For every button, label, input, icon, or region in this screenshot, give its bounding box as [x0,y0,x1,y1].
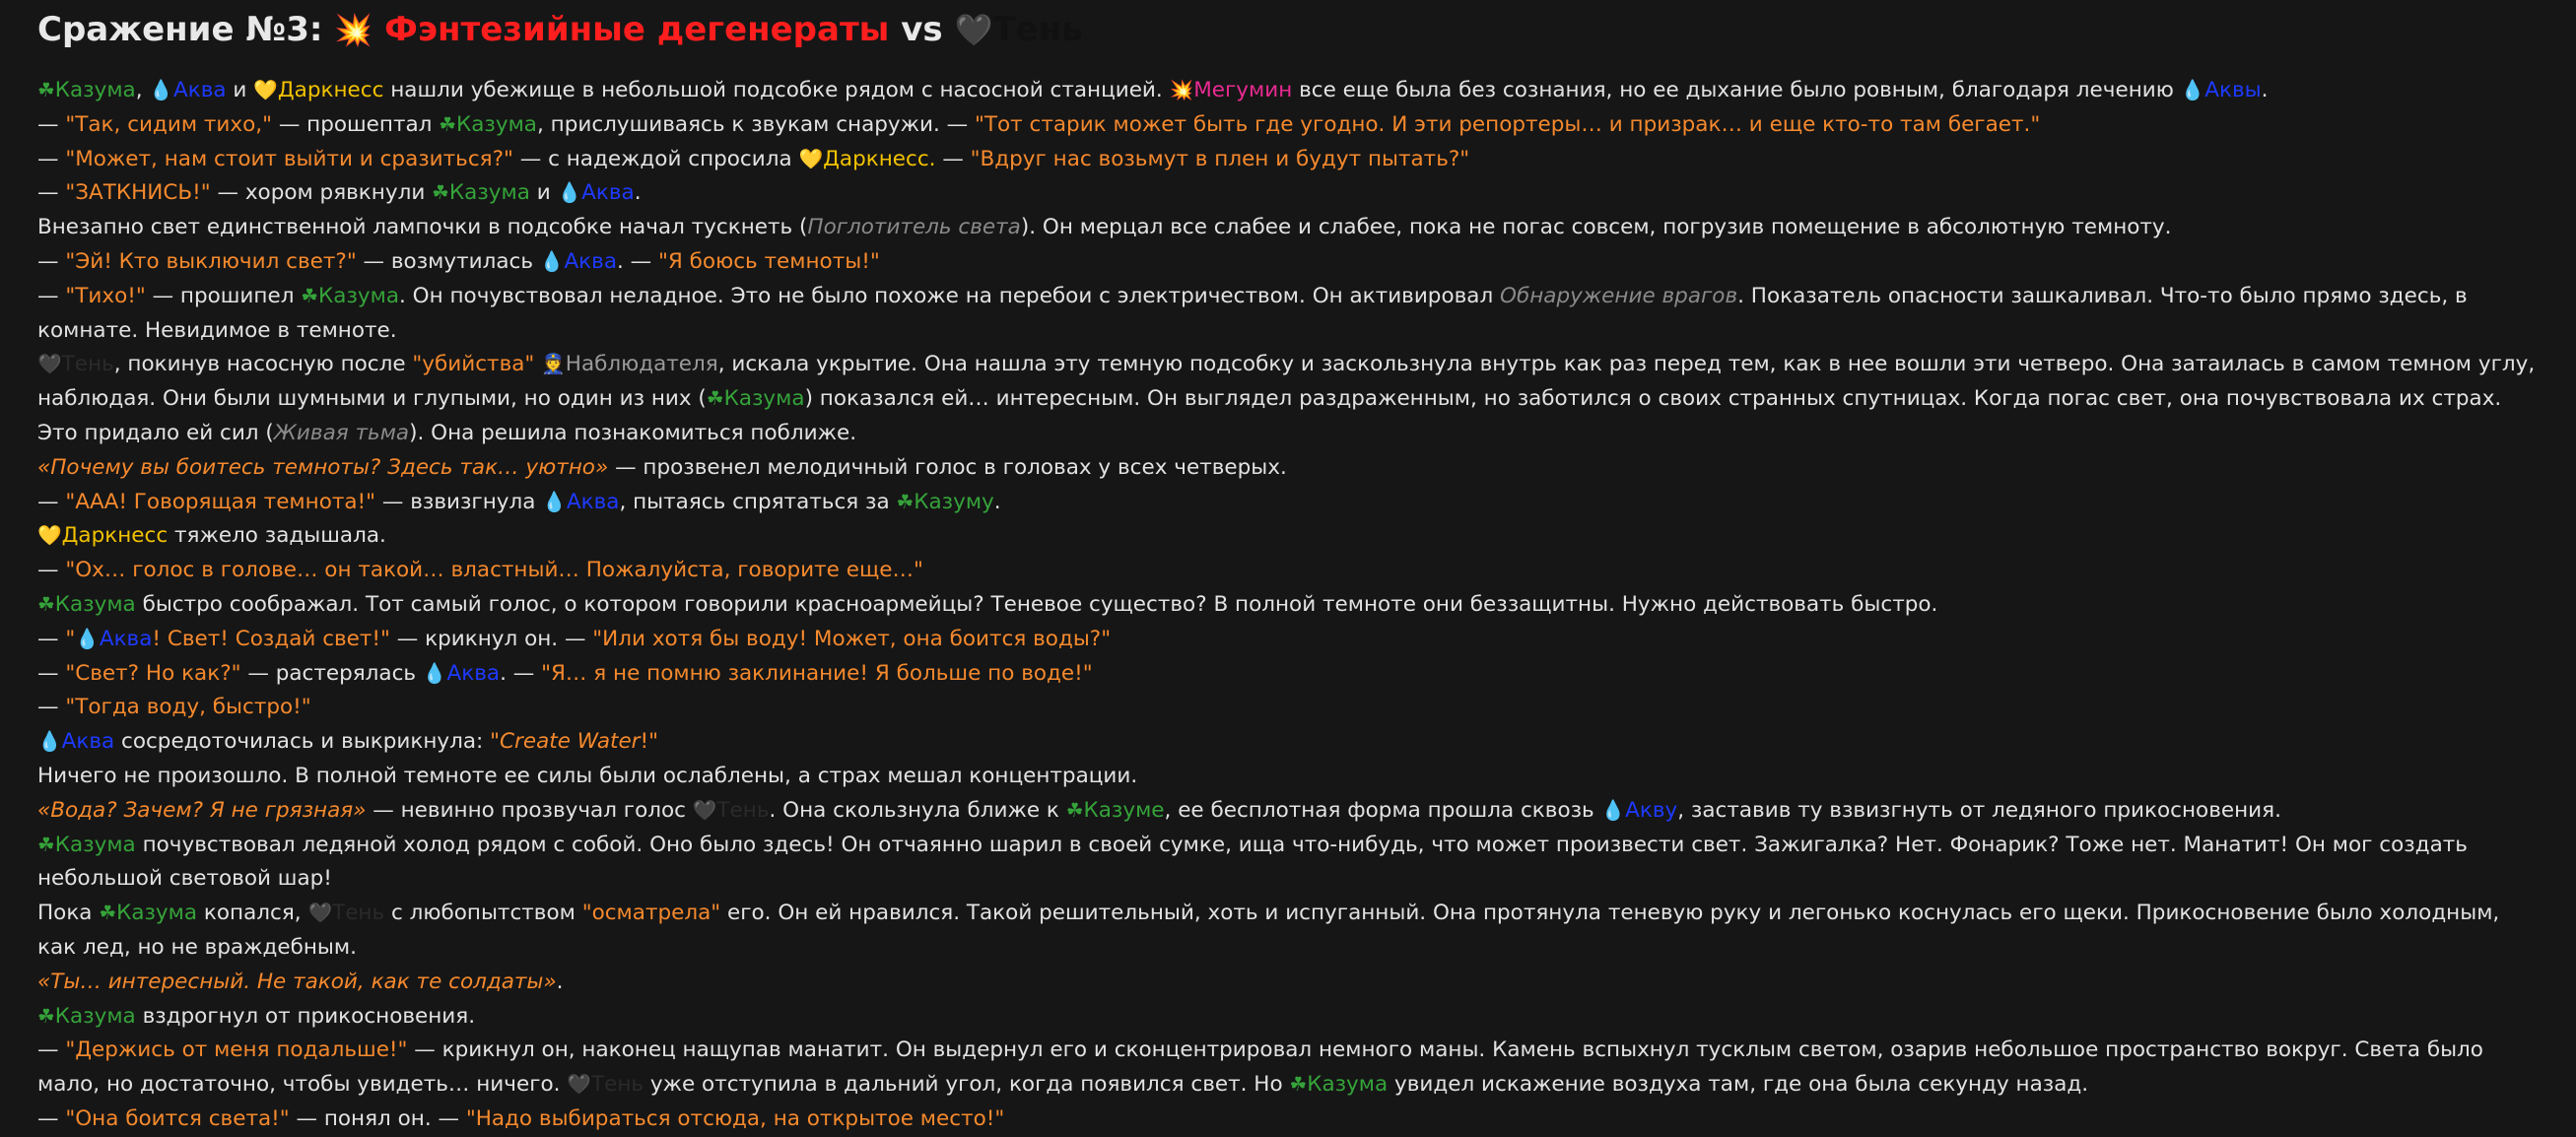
battle-title [37,6,2539,54]
char-shadow: Тень [590,1072,644,1098]
story-line: — "Держись от меня подальше!" — крикнул он, наконец нащупав манатит. Он выдернул его и сконцентрировал немного маны. Камень вспыхнул тусклым светом, озарив небольшое пространство вокруг. Света было мало, но достаточно, чтобы увидеть… ничего. 🖤Тень уже отступила в дальний угол, когда появился свет. Но ☘Казума увидел искажение воздуха там, где она была секунду назад. [37,1037,2483,1098]
droplet-icon: 💧 [75,627,100,650]
story-line: ☘Казума быстро соображал. Тот самый голос, о котором говорили красноармейцы? Теневое существо? В полной темноте они беззащитны. Нужно действовать быстро. [37,591,1938,617]
char-watcher: Наблюдателя [565,352,718,377]
black-heart-icon: 🖤 [567,1073,591,1097]
char-aqua: Аква [566,489,620,514]
dialogue-quote: "Эй! Кто выключил свет?" [65,248,357,274]
story-line: Внезапно свет единственной лампочки в подсобке начал тускнеть (Поглотитель света). Он мерцал все слабее и слабее, пока не погас совсем, погрузив помещение в абсолютную темноту. [37,215,2172,240]
char-aqua: Аква [581,180,635,206]
droplet-icon: 💧 [422,661,447,685]
droplet-icon: 💧 [1600,798,1626,822]
char-kazuma: Казуме [1083,797,1165,823]
shamrock-icon: ☘ [1289,1073,1308,1097]
yellow-heart-icon: 💛 [253,79,278,101]
shamrock-icon: ☘ [37,833,55,856]
char-aqua: Аква [446,660,501,686]
story-line: — "ААА! Говорящая темнота!" — взвизгнула 💧Аква, пытаясь спрятаться за ☘Казуму. [37,489,1001,514]
dialogue-quote: ! Свет! Создай свет!" [152,626,390,651]
explosion-icon: 💥 [1169,79,1194,101]
char-kazuma: Казума [54,1003,136,1029]
story-line: — "Так, сидим тихо," — прошептал ☘Казума, прислушиваясь к звукам снаружи. — "Тот старик может быть где угодно. И эти репортеры… и призрак… и еще кто-то там бегает." [37,111,2041,137]
char-aqua: Аквы [2204,78,2262,102]
char-darkness: Даркнесс [61,523,169,549]
shamrock-icon: ☘ [301,284,319,307]
telepathic-quote: «Ты… интересный. Не такой, как те солдаты» [37,969,557,994]
police-officer-icon: 👮 [541,353,566,376]
enemy-name: Тень [992,10,1083,49]
droplet-icon: 💧 [557,181,582,205]
story-line: — "💧Аква! Свет! Создай свет!" — крикнул он. — "Или хотя бы воду! Может, она боится воды?" [37,626,1112,651]
char-kazuma: Казума [318,283,400,308]
black-heart-icon: 🖤 [954,13,993,48]
char-darkness: Даркнесс [277,78,384,102]
char-megumin: Мегумин [1193,78,1293,102]
story-line: — "Эй! Кто выключил свет?" — возмутилась 💧Аква. — "Я боюсь темноты!" [37,248,880,274]
story-line: — "Свет? Но как?" — растерялась 💧Аква. — "Я… я не помню заклинание! Я больше по воде!" [37,660,1093,686]
team-name: Фэнтезийные дегенераты [384,10,890,49]
char-kazuma: Казума [54,832,136,857]
shamrock-icon: ☘ [37,1004,55,1028]
dialogue-quote: "Она боится света!" [65,1105,290,1131]
story-line: ☘Казума, 💧Аква и 💛Даркнесс нашли убежище в небольшой подсобке рядом с насосной станцией. 💥Мегумин все еще была без сознания, но ее дыхание было ровным, благодаря лечению 💧Аквы. [37,78,2269,102]
char-aqua: Аква [173,78,227,102]
char-kazuma: Казума [1307,1072,1389,1098]
story-line: «Ты… интересный. Не такой, как те солдаты». [37,969,564,994]
story-line: — "Тихо!" — прошипел ☘Казума. Он почувствовал неладное. Это не было похоже на перебои с электричеством. Он активировал Обнаружение врагов. Показатель опасности зашкаливал. Что-то было прямо здесь, в комнате. Невидимое в темноте. [37,283,2468,343]
shamrock-icon: ☘ [896,490,915,513]
story-text [37,74,2539,1137]
story-line: — "Ох… голос в голове… он такой… властный… Пожалуйста, говорите еще…" [37,558,923,583]
skill-name: Живая тьма [273,420,410,445]
story-line: — "ЗАТКНИСЬ!" — хором рявкнули ☘Казума и 💧Аква. [37,180,642,206]
yellow-heart-icon: 💛 [37,524,62,548]
story-line: 💧Аква сосредоточилась и выкрикнула: "Create Water!" [37,729,659,755]
shamrock-icon: ☘ [99,902,117,925]
char-aqua: Аква [564,248,617,274]
explosion-icon: 💥 [334,13,373,48]
story-line: ☘Казума вздрогнул от прикосновения. [37,1003,476,1029]
yellow-heart-icon: 💛 [798,147,824,170]
shamrock-icon: ☘ [37,79,55,101]
story-line: — "Может, нам стоит выйти и сразиться?" — с надеждой спросила 💛Даркнесс. — "Вдруг нас возьмут в плен и будут пытать?" [37,146,1470,171]
char-kazuma: Казума [455,111,537,137]
story-line: 💛Даркнесс тяжело задышала. [37,523,386,549]
dialogue-quote: "Надо выбираться отсюда, на открытое место!" [465,1105,1005,1131]
dialogue-quote: "Или хотя бы воду! Может, она боится воды?" [592,626,1112,651]
char-shadow: Тень [61,352,114,377]
skill-name: Поглотитель света [807,215,1021,240]
droplet-icon: 💧 [539,249,565,273]
shamrock-icon: ☘ [37,592,55,616]
droplet-icon: 💧 [2180,79,2205,101]
dialogue-quote: "Может, нам стоит выйти и сразиться?" [65,146,513,171]
story-line: «Вода? Зачем? Я не грязная» — невинно прозвучал голос 🖤Тень. Она скользнула ближе к ☘Казуме, ее бесплотная форма прошла сквозь 💧Акву, заставив ту взвизгнуть от ледяного прикосновения. [37,797,2281,823]
char-kazuma: Казума [54,78,136,102]
char-shadow: Тень [716,797,770,823]
shamrock-icon: ☘ [1065,798,1084,822]
dialogue-quote: "ААА! Говорящая темнота!" [65,489,376,514]
dialogue-quote: "Тихо!" [65,283,146,308]
story-line: — "Она боится света!" — понял он. — "Надо выбираться отсюда, на открытое место!" [37,1105,1005,1131]
telepathic-quote: «Почему вы боитесь темноты? Здесь так… уютно» [37,454,609,480]
char-aqua: Аква [99,626,153,651]
story-line: Ничего не произошло. В полной темноте ее силы были ослаблены, а страх мешал концентрации. [37,763,1138,788]
dialogue-quote: "Тогда воду, быстро!" [65,695,311,720]
black-heart-icon: 🖤 [307,902,333,925]
dialogue-quote: "ЗАТКНИСЬ!" [65,180,211,206]
dialogue-quote: "Держись от меня подальше!" [65,1037,408,1063]
versus-label: vs [901,10,943,49]
dialogue-quote-open: " [65,626,76,651]
dialogue-quote: "убийства" [412,352,535,377]
telepathic-quote: «Вода? Зачем? Я не грязная» [37,797,367,823]
story-line: ☘Казума почувствовал ледяной холод рядом с собой. Оно было здесь! Он отчаянно шарил в своей сумке, ища что-нибудь, что может произвести свет. Зажигалка? Нет. Фонарик? Тоже нет. Манатит! Он мог создать небольшой световой шар! [37,832,2468,892]
char-kazuma: Казума [116,901,198,926]
skill-name: Обнаружение врагов [1500,283,1738,308]
story-line: — "Тогда воду, быстро!" [37,695,311,720]
droplet-icon: 💧 [37,730,62,754]
story-line: Пока ☘Казума копался, 🖤Тень с любопытством "осматрела" его. Он ей нравился. Такой решительный, хоть и испуганный. Она протянула теневую руку и легонько коснулась его щеки. Прикосновение было холодным, как лед, но не враждебным. [37,901,2500,960]
dialogue-quote: "Тот старик может быть где угодно. И эти репортеры… и призрак… и еще кто-то там бегает." [975,111,2041,137]
black-heart-icon: 🖤 [37,353,62,376]
dialogue-quote: "Так, сидим тихо," [65,111,272,137]
dialogue-quote: "Вдруг нас возьмут в плен и будут пытать?" [970,146,1470,171]
story-line: «Почему вы боитесь темноты? Здесь так… уютно» — прозвенел мелодичный голос в головах у всех четверых. [37,454,1287,480]
dialogue-quote: "Я… я не помню заклинание! Я больше по воде!" [541,660,1093,686]
char-aqua: Акву [1625,797,1678,823]
droplet-icon: 💧 [542,490,567,513]
shamrock-icon: ☘ [706,387,724,411]
dialogue-quote: "Свет? Но как?" [65,660,241,686]
droplet-icon: 💧 [149,79,174,101]
battle-number: Сражение №3: [37,10,323,49]
char-darkness: Даркнесс. [823,146,936,171]
shamrock-icon: ☘ [432,181,449,205]
shamrock-icon: ☘ [439,112,456,136]
black-heart-icon: 🖤 [692,798,717,822]
char-kazuma: Казума [448,180,530,206]
char-kazuma: Казуму [914,489,994,514]
story-line: 🖤Тень, покинув насосную после "убийства" 👮Наблюдателя, искала укрытие. Она нашла эту темную подсобку и заскользнула внутрь как раз перед тем, как в нее вошли эти четверо. Она затаилась в самом темном углу, наблюдая. Они были шумными и глупыми, но один из них (☘Казума) показался ей… интересным. Он выглядел раздраженным, но заботился о своих странных спутницах. Когда погас свет, она почувствовала их страх. Это придало ей сил (Живая тьма). Она решила познакомиться поближе. [37,352,2536,445]
dialogue-quote: "осматрела" [581,901,721,926]
char-kazuma: Казума [723,386,805,412]
dialogue-quote: "Ох… голос в голове… он такой… властный… Пожалуйста, говорите еще…" [65,558,923,583]
char-aqua: Аква [61,729,115,755]
char-shadow: Тень [332,901,385,926]
dialogue-quote: "Я боюсь темноты!" [658,248,880,274]
char-kazuma: Казума [54,591,136,617]
spell-name: Create Water [500,729,641,755]
